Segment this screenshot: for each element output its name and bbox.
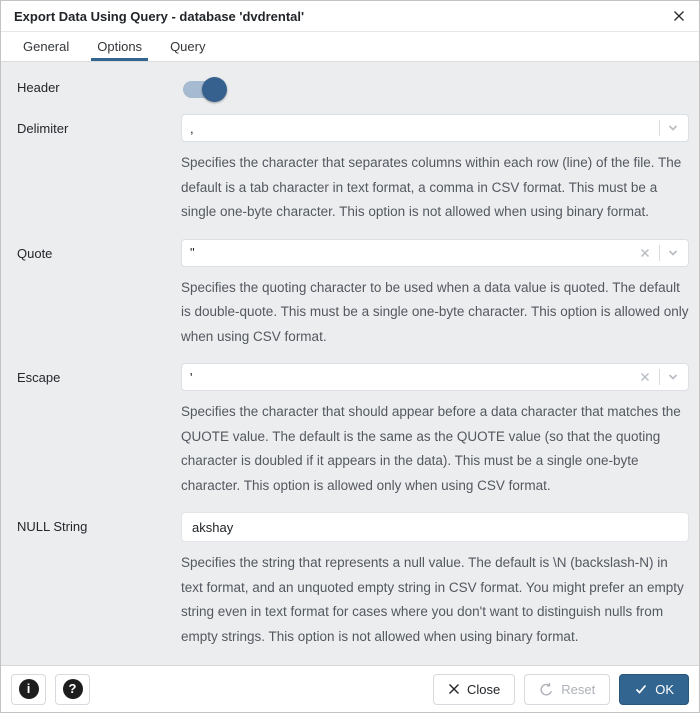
delimiter-select[interactable] — [181, 114, 689, 142]
clear-icon[interactable] — [637, 369, 653, 385]
select-divider — [659, 120, 660, 136]
delimiter-label: Delimiter — [17, 121, 69, 136]
dialog-footer — [1, 665, 699, 712]
select-divider — [659, 369, 660, 385]
escape-description: Specifies the character that should appear before a data character that matches the QUOTE value. The default is the same as the QUOTE value (so that the quoting character is doubled if it appears in the data). This must be a single one-byte character. This option is allowed only when using CSV format. — [181, 404, 681, 493]
close-button[interactable] — [433, 674, 515, 705]
form-row-quote — [1, 239, 689, 364]
dialog-title: Export Data Using Query - database 'dvdrental' — [14, 8, 305, 24]
header-label: Header — [17, 80, 60, 95]
reset-button-label: Reset — [561, 681, 596, 697]
delimiter-description: Specifies the character that separates columns within each row (line) of the file. The default is a tab character in text format, a comma in CSV format. This must be a single one-byte character. This option is not allowed when using binary format. — [181, 155, 682, 219]
info-button[interactable] — [11, 674, 46, 705]
help-icon: ? — [63, 679, 83, 699]
options-panel — [1, 62, 699, 665]
help-button[interactable] — [55, 674, 90, 705]
ok-button-label: OK — [655, 681, 674, 697]
chevron-down-icon[interactable] — [666, 368, 680, 386]
close-x-icon — [448, 683, 460, 695]
null-string-description: Specifies the string that represents a null value. The default is \N (backslash-N) in text format, and an unquoted empty string in CSV format. You might prefer an empty string even in text format for cases where you don't want to distinguish nulls from empty strings. This option is not allowed when using binary format. — [181, 555, 684, 644]
tab-query[interactable]: Query — [170, 39, 206, 54]
clear-icon[interactable] — [637, 245, 653, 261]
dialog-titlebar — [1, 1, 699, 32]
escape-select[interactable] — [181, 363, 689, 391]
chevron-down-icon[interactable] — [666, 119, 680, 137]
quote-select[interactable] — [181, 239, 689, 267]
close-icon[interactable] — [672, 9, 686, 23]
form-row-escape — [1, 363, 689, 512]
delimiter-value: , — [190, 120, 194, 136]
quote-description: Specifies the quoting character to be used when a data value is quoted. The default is double-quote. This must be a single one-byte character. This option is allowed only when using CSV format. — [181, 279, 689, 344]
dialog-tabs — [1, 32, 699, 62]
chevron-down-icon[interactable] — [666, 244, 680, 262]
check-icon — [634, 682, 648, 696]
select-divider — [659, 245, 660, 261]
form-row-null-string — [1, 512, 689, 663]
form-row-header — [1, 76, 689, 102]
quote-value: " — [190, 245, 195, 260]
ok-button[interactable] — [619, 674, 689, 705]
escape-value: ' — [190, 369, 193, 385]
null-string-input[interactable] — [181, 512, 689, 542]
quote-label: Quote — [17, 245, 53, 261]
tab-options[interactable]: Options — [91, 32, 148, 61]
null-string-label: NULL String — [17, 519, 88, 534]
header-toggle[interactable] — [183, 81, 225, 98]
reset-icon — [539, 682, 554, 697]
form-row-delimiter — [1, 114, 689, 239]
escape-label: Escape — [17, 370, 61, 385]
header-toggle-knob — [202, 77, 227, 102]
close-button-label: Close — [466, 681, 501, 697]
reset-button[interactable] — [524, 674, 610, 705]
tab-general[interactable]: General — [23, 39, 70, 54]
info-icon: i — [19, 679, 39, 699]
